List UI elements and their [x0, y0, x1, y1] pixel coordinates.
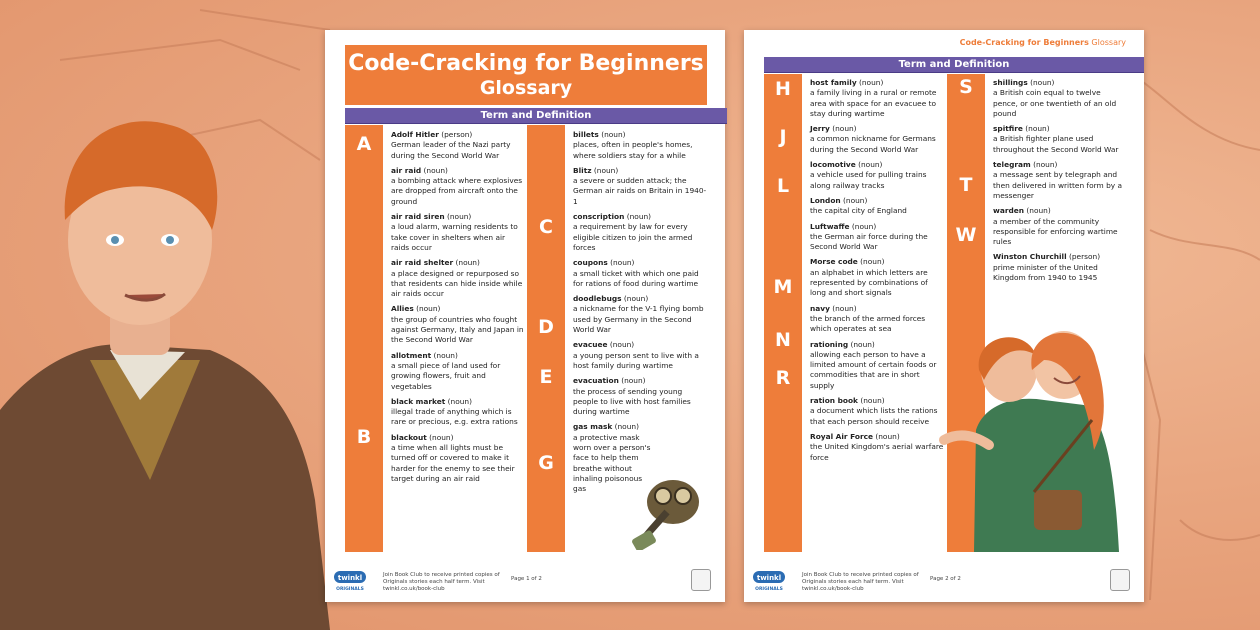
letter-b: B	[356, 426, 372, 448]
quality-badge-icon	[1110, 569, 1130, 591]
glossary-entry: shillings (noun) a British coin equal to twelve pence, or one twentieth of an old pound	[993, 78, 1117, 118]
book-club-text: Join Book Club to receive printed copies of Originals stories each half term. Visit twinkl.co.uk/book-club	[802, 572, 919, 592]
svg-text:twinkl: twinkl	[337, 574, 363, 582]
entries-right	[993, 78, 1127, 288]
page-footer	[744, 568, 1144, 594]
letter-h: H	[775, 78, 791, 100]
glossary-entry: Luftwaffe (noun) the German air force during the Second World War	[810, 221, 928, 252]
glossary-entry: rationing (noun) allowing each person to have a limited amount of certain foods or commodities that are in short supply	[810, 339, 937, 390]
glossary-entry: conscription (noun) a requirement by law for every eligible citizen to join the armed forces	[573, 212, 693, 252]
letter-s: S	[959, 76, 973, 98]
letter-r: R	[775, 367, 791, 389]
letter-d: D	[538, 316, 554, 338]
book-club-text: Join Book Club to receive printed copies of Originals stories each half term. Visit twinkl.co.uk/book-club	[383, 572, 500, 592]
page-title-banner	[345, 45, 707, 105]
term-definition-band: Term and Definition	[764, 57, 1144, 73]
glossary-entry: air raid shelter (noun) a place designed or repurposed so that residents can hide inside while air raids occur	[391, 258, 523, 299]
letter-l: L	[776, 175, 790, 197]
glossary-entry: ration book (noun) a document which lists the rations that each person should receive	[810, 396, 938, 426]
term-definition-band: Term and Definition	[345, 108, 727, 124]
glossary-entry: London (noun) the capital city of England	[810, 195, 907, 216]
glossary-entry: host family (noun) a family living in a rural or remote area with space for an evacuee to stay during wartime	[810, 78, 937, 118]
glossary-entry: navy (noun) the branch of the armed forces which operates at sea	[810, 303, 926, 334]
glossary-entry: gas mask (noun) a protective mask worn over a person's face to help them breathe without inhaling poisonous gas	[573, 422, 651, 494]
glossary-entry: doodlebugs (noun) a nickname for the V-1 flying bomb used by Germany in the Second World War	[573, 294, 704, 335]
letter-c: C	[539, 216, 553, 238]
letter-column-left	[345, 125, 383, 552]
letter-column-right	[527, 125, 565, 552]
page-number: Page 2 of 2	[930, 576, 961, 582]
glossary-entry: air raid (noun) a bombing attack where explosives are dropped from aircraft onto the ground	[391, 165, 523, 206]
glossary-entry: coupons (noun) a small ticket with which one paid for rations of food during wartime	[573, 258, 699, 288]
entries-left	[391, 130, 525, 489]
glossary-entry: telegram (noun) a message sent by telegraph and then delivered in written form by a messenger	[993, 160, 1123, 200]
children-illustration	[914, 320, 1136, 552]
letter-m: M	[773, 276, 793, 298]
glossary-entry: black market (noun) illegal trade of anything which is rare or precious, e.g. extra rations	[391, 396, 518, 427]
glossary-entry: evacuation (noun) the process of sending young people to live with host families during wartime	[573, 376, 691, 417]
glossary-entry: Morse code (noun) an alphabet in which letters are represented by combinations of long and short signals	[810, 257, 928, 298]
svg-text:twinkl: twinkl	[756, 574, 782, 582]
glossary-entry: Jerry (noun) a common nickname for Germans during the Second World War	[810, 124, 936, 154]
letter-n: N	[775, 329, 791, 351]
glossary-entry: air raid siren (noun) a loud alarm, warning residents to take cover in shelters when air raids occur	[391, 212, 518, 252]
letter-e: E	[539, 366, 553, 388]
boy-illustration	[0, 80, 330, 630]
glossary-entry: Royal Air Force (noun) the United Kingdom's aerial warfare force	[810, 431, 944, 462]
glossary-entry: billets (noun) places, often in people's homes, where soldiers stay for a while	[573, 130, 693, 160]
glossary-entry: blackout (noun) a time when all lights must be turned off or covered to make it harder for the enemy to see their target during an air raid	[391, 432, 515, 483]
letter-t: T	[959, 174, 973, 196]
glossary-entry: locomotive (noun) a vehicle used for pulling trains along railway tracks	[810, 160, 927, 190]
svg-text:ORIGINALS: ORIGINALS	[755, 587, 783, 592]
page-footer	[325, 568, 725, 594]
page-heading: Code-Cracking for Beginners Glossary	[959, 38, 1126, 47]
glossary-page-2	[744, 30, 1144, 602]
twinkl-originals-logo	[333, 570, 367, 592]
gas-mask-illustration	[631, 472, 709, 550]
glossary-entry: Winston Churchill (person) prime minister of the United Kingdom from 1940 to 1945	[993, 252, 1101, 283]
glossary-entry: allotment (noun) a small piece of land used for growing flowers, fruit and vegetables	[391, 350, 501, 391]
glossary-entry: Adolf Hitler (person) German leader of the Nazi party during the Second World War	[391, 130, 511, 160]
glossary-entry: warden (noun) a member of the community responsible for enforcing wartime rules	[993, 206, 1118, 247]
page-title: Code-Cracking for Beginners	[348, 51, 704, 76]
glossary-page-1	[325, 30, 725, 602]
glossary-entry: evacuee (noun) a young person sent to live with a host family during wartime	[573, 340, 699, 370]
svg-text:ORIGINALS: ORIGINALS	[336, 587, 364, 592]
letter-w: W	[955, 224, 977, 246]
letter-j: J	[779, 126, 787, 148]
twinkl-originals-logo	[752, 570, 786, 592]
page-subtitle: Glossary	[479, 77, 573, 99]
letter-a: A	[356, 133, 372, 155]
page-number: Page 1 of 2	[511, 576, 542, 582]
glossary-entry: Blitz (noun) a severe or sudden attack; the German air raids on Britain in 1940-1	[573, 165, 707, 206]
quality-badge-icon	[691, 569, 711, 591]
glossary-entry: Allies (noun) the group of countries who fought against Germany, Italy and Japan in the Second World War	[391, 304, 524, 345]
letter-g: G	[538, 452, 554, 474]
glossary-entry: spitfire (noun) a British fighter plane used throughout the Second World War	[993, 124, 1119, 154]
entries-right	[573, 130, 707, 500]
